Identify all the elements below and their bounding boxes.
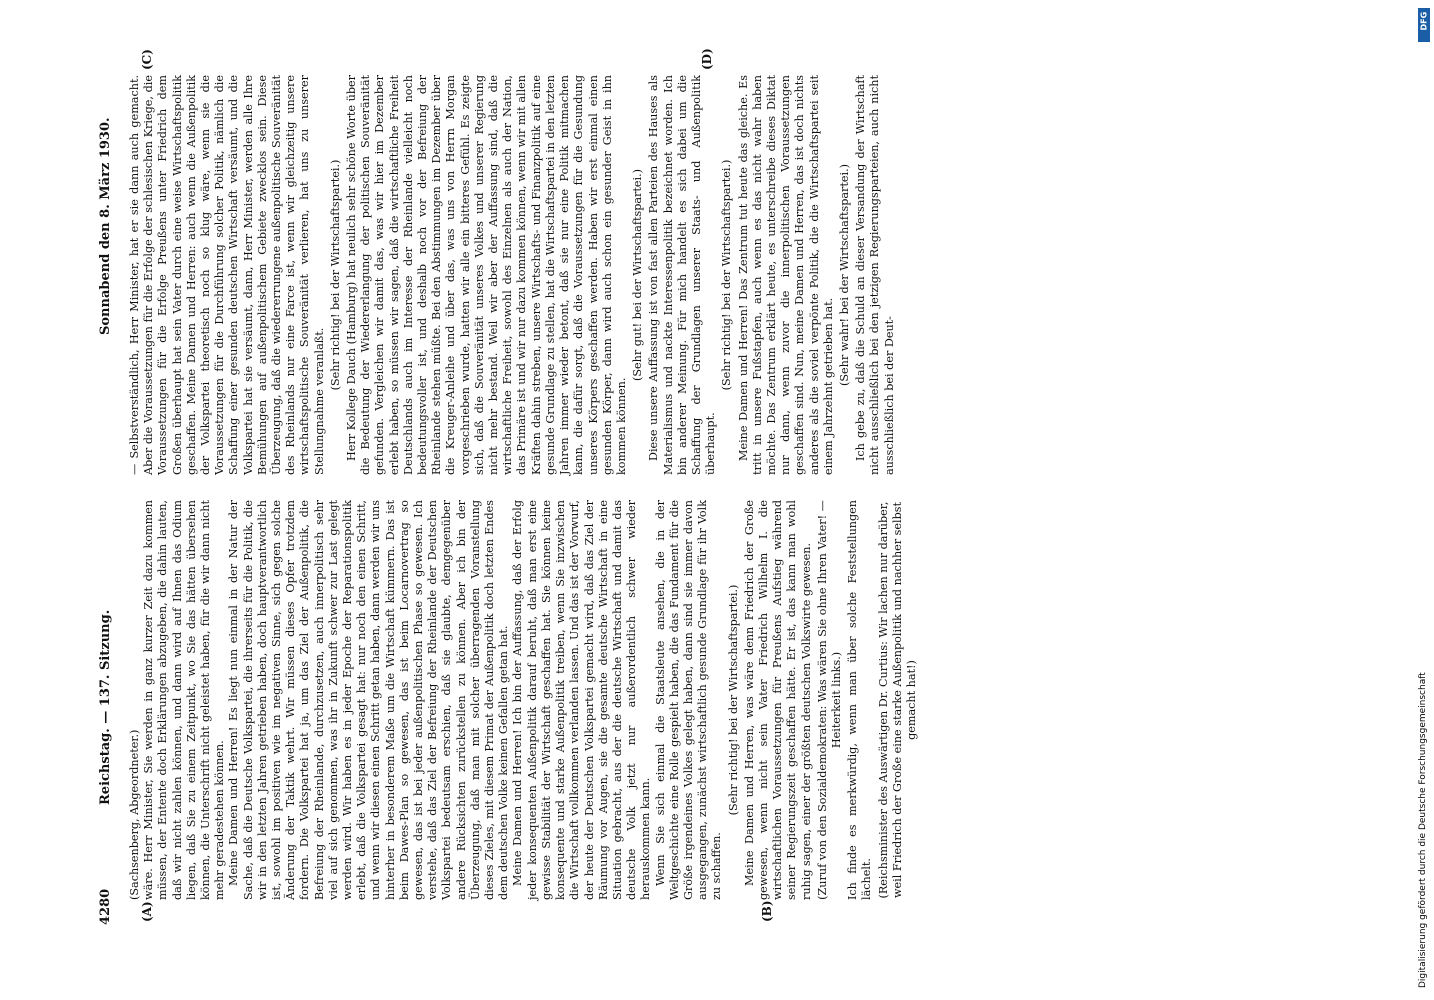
margin-marker-c: (C) [140,49,154,70]
right_column-paragraph: Herr Kollege Dauch (Hamburg) hat neulich sehr schöne Worte über die Bedeutung der Wiedererlangung der politischen Souveränität gefunden. Vergleichen wir damit das, was wir hier im Dezember erlebt haben, so müssen wir sagen, daß die wirtschaftliche Freiheit Deutschlands auch im Interesse der Rheinlande vielleicht noch bedeutungsvoller ist, und deshalb noch vor der Befreiung der Rheinlande stehen müßte. Bei den Abstimmungen im Dezember über die Kreuger-Anleihe und über das, was uns von Herrn Morgan vorgeschrieben wurde, hatten wir alle ein bitteres Gefühl. Es zeigte sich, daß die Souveränität unseres Volkes und unserer Regierung nicht mehr bestand. Weil wir aber der Auffassung sind, daß die wirtschaftliche Freiheit, sowohl des Einzelnen als auch der Nation, das Primäre ist und wir nur dazu kommen können, wenn wir mit allen Kräften dahin streben, unsere Wirtschafts- und Finanzpolitik auf eine gesunde Grundlage zu stellen, hat die Wirtschaftspartei in den letzten Jahren immer wieder betont, daß sie nur eine Politik mitmachen kann, die dafür sorgt, daß die Voraussetzungen für die Gesundung unseres Körpers geschaffen werden. Haben wir erst einmal einen gesunden Körper, dann wird auch schon ein gesunder Geist in ihn kommen können. [345,75,628,475]
left_column-paragraph: (Sachsenberg, Abgeordneter.) [128,729,141,900]
digitization-note [1416,8,1430,988]
left_column-paragraph: Ich finde es merkwürdig, wenn man über solche Feststellungen lächelt. [846,500,874,900]
right-column [128,75,1308,475]
digitization-note-text: Digitalisierung gefördert durch die Deutsche Forschungsgemeinschaft [1418,672,1428,988]
left_column-paragraph: Meine Damen und Herren, was wäre denn Friedrich der Große gewesen, wenn nicht sein Vater Friedrich Wilhelm I. die wirtschaftlichen Voraussetzungen für Preußens Aufstieg während seiner Regierungszeit geschaffen hätte. Er ist, das kann man wohl ruhig sagen, einer der größten deutschen Volkswirte gewesen. [742,500,813,900]
margin-marker-b: (B) [760,900,774,922]
left_column-paragraph: (Reichsminister des Auswärtigen Dr. Curtius: Wir lachen nur darüber, weil Friedrich der Große eine starke Außenpolitik und nachher selbst gemacht hat!) [876,501,918,899]
left_column-paragraph: (Sehr richtig! bei der Wirtschaftspartei.) [726,584,740,816]
left_column-paragraph: Meine Damen und Herren! Es liegt nun einmal in der Natur der Sache, daß die Deutsche Volkspartei, die ihrerseits für die Politik, die wir in den letzten Jahren getrieben haben, doch hauptverantwortlich ist, sowohl im positiven wie im negativen Sinne, sich gegen solche Änderung der Taktik wehrt. Wir müssen dieses Opfer trotzdem fordern. Die Volkspartei hat ja, um das Ziel der Außenpolitik, die Befreiung der Rheinlande, durchzusetzen, auch innerpolitisch sehr viel auf sich genommen, was ihr in Zukunft schwer zur Last gelegt werden wird. Wir haben es in jeder Epoche der Reparationspolitik erlebt, daß die Volkspartei gesagt hat: nur noch den einen Schritt, und wenn wir diesen einen Schritt getan haben, dann werden wir uns hinterher in besonderem Maße um die Wirtschaft kümmern. Das ist beim Dawes-Plan so gewesen, das ist beim Locarnovertrag so gewesen, das ist bei jeder außenpolitischen Phase so gewesen. Ich verstehe, daß das Ziel der Befreiung der Rheinlande der Deutschen Volkspartei bedeutsam erschien, daß sie glaubte, demgegenüber andere Rücksichten zurückstellen zu können. Aber ich bin der Überzeugung, daß man mit solcher überragenden Voranstellung dieses Zieles, mit diesem Primat der Außenpolitik doch letzten Endes dem deutschen Volke keinen Gefallen getan hat. [227,500,511,900]
right_column-paragraph: (Sehr richtig! bei der Wirtschaftspartei.) [720,159,734,391]
margin-marker-a: (A) [140,901,154,922]
dfg-logo-text: DFG [1419,11,1429,31]
margin-marker-d: (D) [700,48,714,70]
left_column-paragraph: wäre. Herr Minister, Sie werden in ganz kurzer Zeit dazu kommen müssen, der Entente doch Erklärungen abzugeben, die dahin lauten, daß wir nicht zahlen können, und dann wird auf Ihnen das Odium liegen, daß Sie zu einem Zeitpunkt, wo Sie das hätten übersehen können, die Unterschrift nicht geleistet haben, für die wir dann nicht mehr geradestehen können. [142,500,227,900]
header-date: Sonnabend den 8. März 1930. [98,117,113,335]
header-session: Reichstag. — 137. Sitzung. [98,609,113,805]
left_column-paragraph: Meine Damen und Herren! Ich bin der Auffassung, daß der Erfolg jeder konsequenten Außenpolitik darauf beruht, daß man erst eine gewisse Stabilität der Wirtschaft geschaffen hat. Sie können keine konsequente und starke Außenpolitik treiben, wenn Sie inzwischen die Wirtschaft vollkommen verlanden lassen. Und das ist der Vorwurf, der heute der Deutschen Volkspartei gemacht wird, daß das Ziel der Räumung vor Augen, sie die gesamte deutsche Wirtschaft in eine Situation gebracht, aus der die deutsche Wirtschaft und damit das deutsche Volk jetzt nur außerordentlich schwer wieder herauskommen kann. [511,500,653,900]
page-number: 4280 [98,888,113,925]
right_column-paragraph: Diese unsere Auffassung ist von fast allen Parteien des Hauses als Materialismus und nackte Interessenpolitik bezeichnet worden. Ich bin anderer Meinung. Für mich handelt es sich dabei um die Schaffung der Grundlagen unserer Staats- und Außenpolitik überhaupt. [647,75,718,475]
left_column-paragraph: Wenn Sie sich einmal die Staatsleute ansehen, die in der Weltgeschichte eine Rolle gespielt haben, die das Fundament für die Größe irgendeines Volkes gelegt haben, dann sind sie immer davon ausgegangen, zunächst wirtschaftlich gesunde Grundlage für ihr Volk zu schaffen. [653,500,724,900]
left-column [128,500,918,900]
right_column-paragraph: Ich gebe zu, daß die Schuld an dieser Versandung der Wirtschaft nicht ausschließlich bei den jetzigen Regierungsparteien, auch nicht ausschließlich bei der Deut- [854,75,896,475]
page-header [98,65,120,925]
right_column-paragraph: (Sehr richtig! bei der Wirtschaftspartei.) [328,159,342,391]
left_column-paragraph: (Zuruf von den Sozialdemokraten: Was wären Sie ohne Ihren Vater! — Heiterkeit links.) [815,500,843,900]
right_column-paragraph: (Sehr wahr! bei der Wirtschaftspartei.) [837,164,851,386]
right_column-paragraph: Meine Damen und Herren! Das Zentrum tut heute das gleiche. Es tritt in unsere Fußstapfen, auch wenn es das nicht wahr haben möchte. Das Zentrum erklärt heute, es unterschreibe dieses Diktat nur dann, wenn zuvor die innerpolitischen Voraussetzungen geschaffen sind. Nun, meine Damen und Herren, das ist doch nichts anderes als die soviel verpönte Politik, die die Wirtschaftspartei seit einem Jahrzehnt getrieben hat. [736,75,835,475]
right_column-paragraph: — Selbstverständlich, Herr Minister, hat er sie dann auch gemacht. Aber die Voraussetzungen für die Erfolge der schlesischen Kriege, die Voraussetzungen für die Erfolge Preußens unter Friedrich dem Großen überhaupt hat sein Vater durch eine weise Wirtschaftspolitik geschaffen. Meine Damen und Herren: auch wenn die Außenpolitik der Volkspartei theoretisch noch so klug wäre, wenn sie die Voraussetzungen für die Durchführung solcher Politik, nämlich die Schaffung einer gesunden deutschen Wirtschaft versäumt, und die Volkspartei hat sie versäumt, dann, Herr Minister, werden alle Ihre Bemühungen auf außenpolitischem Gebiete zwecklos sein. Diese Überzeugung, daß die wiedererrungene außenpolitische Souveränität des Rheinlands nur eine Farce ist, wenn wir gleichzeitig unsere wirtschaftspolitische Souveränität verlieren, hat uns zu unserer Stellungnahme veranlaßt. [128,75,326,475]
dfg-logo [1418,8,1430,42]
right_column-paragraph: (Sehr gut! bei der Wirtschaftspartei.) [631,168,645,382]
